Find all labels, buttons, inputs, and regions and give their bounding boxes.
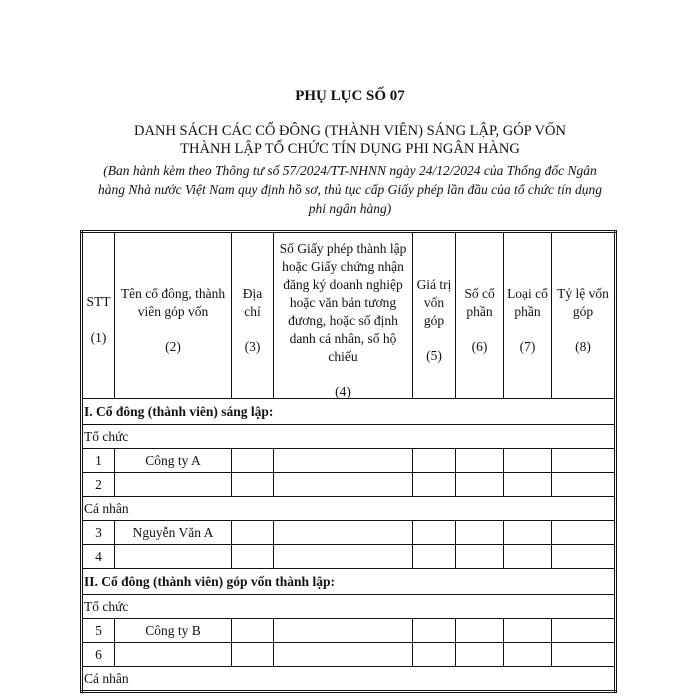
row-cell — [456, 545, 504, 569]
row-stt: 1 — [82, 449, 115, 473]
row-name — [115, 545, 232, 569]
header-label: Tên cổ đông, thành viên góp vốn — [120, 286, 226, 319]
row-cell — [413, 521, 456, 545]
row-cell — [232, 473, 274, 497]
row-cell — [552, 643, 616, 667]
group-individual-row — [82, 497, 616, 521]
header-number: (8) — [575, 339, 591, 354]
header-label: Loại cổ phần — [507, 286, 548, 319]
row-name: Công ty A — [115, 449, 232, 473]
row-cell — [456, 449, 504, 473]
header-stt — [82, 232, 115, 399]
group-individual-label: Cá nhân — [82, 497, 616, 521]
header-number: (2) — [165, 339, 181, 354]
row-stt: 3 — [82, 521, 115, 545]
header-address — [232, 232, 274, 399]
row-cell — [232, 619, 274, 643]
header-number: (7) — [519, 339, 536, 354]
header-name — [115, 232, 232, 399]
header-ratio — [552, 232, 616, 399]
row-cell — [456, 643, 504, 667]
header-share-type — [504, 232, 552, 399]
header-label: STT — [86, 294, 111, 309]
row-stt: 5 — [82, 619, 115, 643]
row-cell — [413, 473, 456, 497]
table-row — [82, 449, 616, 473]
header-number: (6) — [471, 339, 488, 354]
header-license — [274, 232, 413, 399]
row-cell — [232, 545, 274, 569]
row-cell — [552, 473, 616, 497]
row-cell — [232, 449, 274, 473]
row-cell — [413, 449, 456, 473]
header-label: Tỷ lệ vốn góp — [557, 286, 609, 319]
header-number: (4) — [335, 384, 351, 399]
row-cell — [504, 521, 552, 545]
row-cell — [552, 619, 616, 643]
header-row — [82, 232, 616, 399]
group-individual-row — [82, 667, 616, 692]
section-founders-row — [82, 399, 616, 425]
title-line-1: DANH SÁCH CÁC CỔ ĐÔNG (THÀNH VIÊN) SÁNG LẬP, GÓP VỐN — [134, 123, 566, 139]
table-row — [82, 473, 616, 497]
table-row — [82, 619, 616, 643]
row-cell — [274, 643, 413, 667]
row-name: Nguyễn Văn A — [115, 521, 232, 545]
appendix-heading: PHỤ LỤC SỐ 07 — [295, 88, 405, 104]
document-subtitle: (Ban hành kèm theo Thông tư số 57/2024/TT-NHNN ngày 24/12/2024 của Thống đốc Ngân hàng Nhà nước Việt Nam quy định hồ sơ, thủ tục cấp Giấy phép lần đầu của tổ chức tín dụng phi ngân hàng) — [98, 163, 602, 216]
header-label: Số cổ phần — [464, 286, 495, 319]
row-cell — [552, 521, 616, 545]
row-cell — [274, 619, 413, 643]
section-contributors-label: II. Cổ đông (thành viên) góp vốn thành lập: — [82, 569, 616, 595]
row-cell — [274, 473, 413, 497]
group-organization-row — [82, 425, 616, 449]
header-number: (3) — [244, 339, 261, 354]
header-number: (1) — [90, 330, 107, 345]
row-cell — [456, 473, 504, 497]
row-cell — [456, 619, 504, 643]
header-label: Giá trị vốn góp — [416, 277, 452, 328]
row-cell — [504, 643, 552, 667]
title-line-2: THÀNH LẬP TỔ CHỨC TÍN DỤNG PHI NGÂN HÀNG — [180, 141, 520, 157]
row-name — [115, 643, 232, 667]
row-cell — [552, 449, 616, 473]
group-individual-label: Cá nhân — [82, 667, 616, 692]
table-row — [82, 545, 616, 569]
header-label: Địa chỉ — [242, 286, 263, 319]
group-organization-label: Tổ chức — [82, 595, 616, 619]
row-cell — [456, 521, 504, 545]
row-cell — [504, 619, 552, 643]
group-organization-row — [82, 595, 616, 619]
table-row — [82, 643, 616, 667]
group-organization-label: Tổ chức — [82, 425, 616, 449]
row-cell — [504, 449, 552, 473]
header-number: (5) — [426, 348, 442, 363]
section-founders-label: I. Cổ đông (thành viên) sáng lập: — [82, 399, 616, 425]
row-cell — [413, 545, 456, 569]
row-cell — [232, 643, 274, 667]
row-stt: 4 — [82, 545, 115, 569]
shareholder-table — [80, 230, 617, 693]
row-cell — [504, 545, 552, 569]
row-stt: 6 — [82, 643, 115, 667]
row-cell — [413, 643, 456, 667]
row-name — [115, 473, 232, 497]
section-contributors-row — [82, 569, 616, 595]
document-title — [100, 122, 600, 158]
row-cell — [504, 473, 552, 497]
row-cell — [413, 619, 456, 643]
row-cell — [552, 545, 616, 569]
header-shares — [456, 232, 504, 399]
header-label: Số Giấy phép thành lập hoặc Giấy chứng nhận đăng ký doanh nghiệp hoặc văn bản tương đương, hoặc số định danh cá nhân, số hộ chiếu — [279, 241, 407, 364]
table-row — [82, 521, 616, 545]
row-cell — [274, 521, 413, 545]
row-stt: 2 — [82, 473, 115, 497]
row-cell — [274, 449, 413, 473]
header-capital — [413, 232, 456, 399]
row-name: Công ty B — [115, 619, 232, 643]
row-cell — [232, 521, 274, 545]
row-cell — [274, 545, 413, 569]
